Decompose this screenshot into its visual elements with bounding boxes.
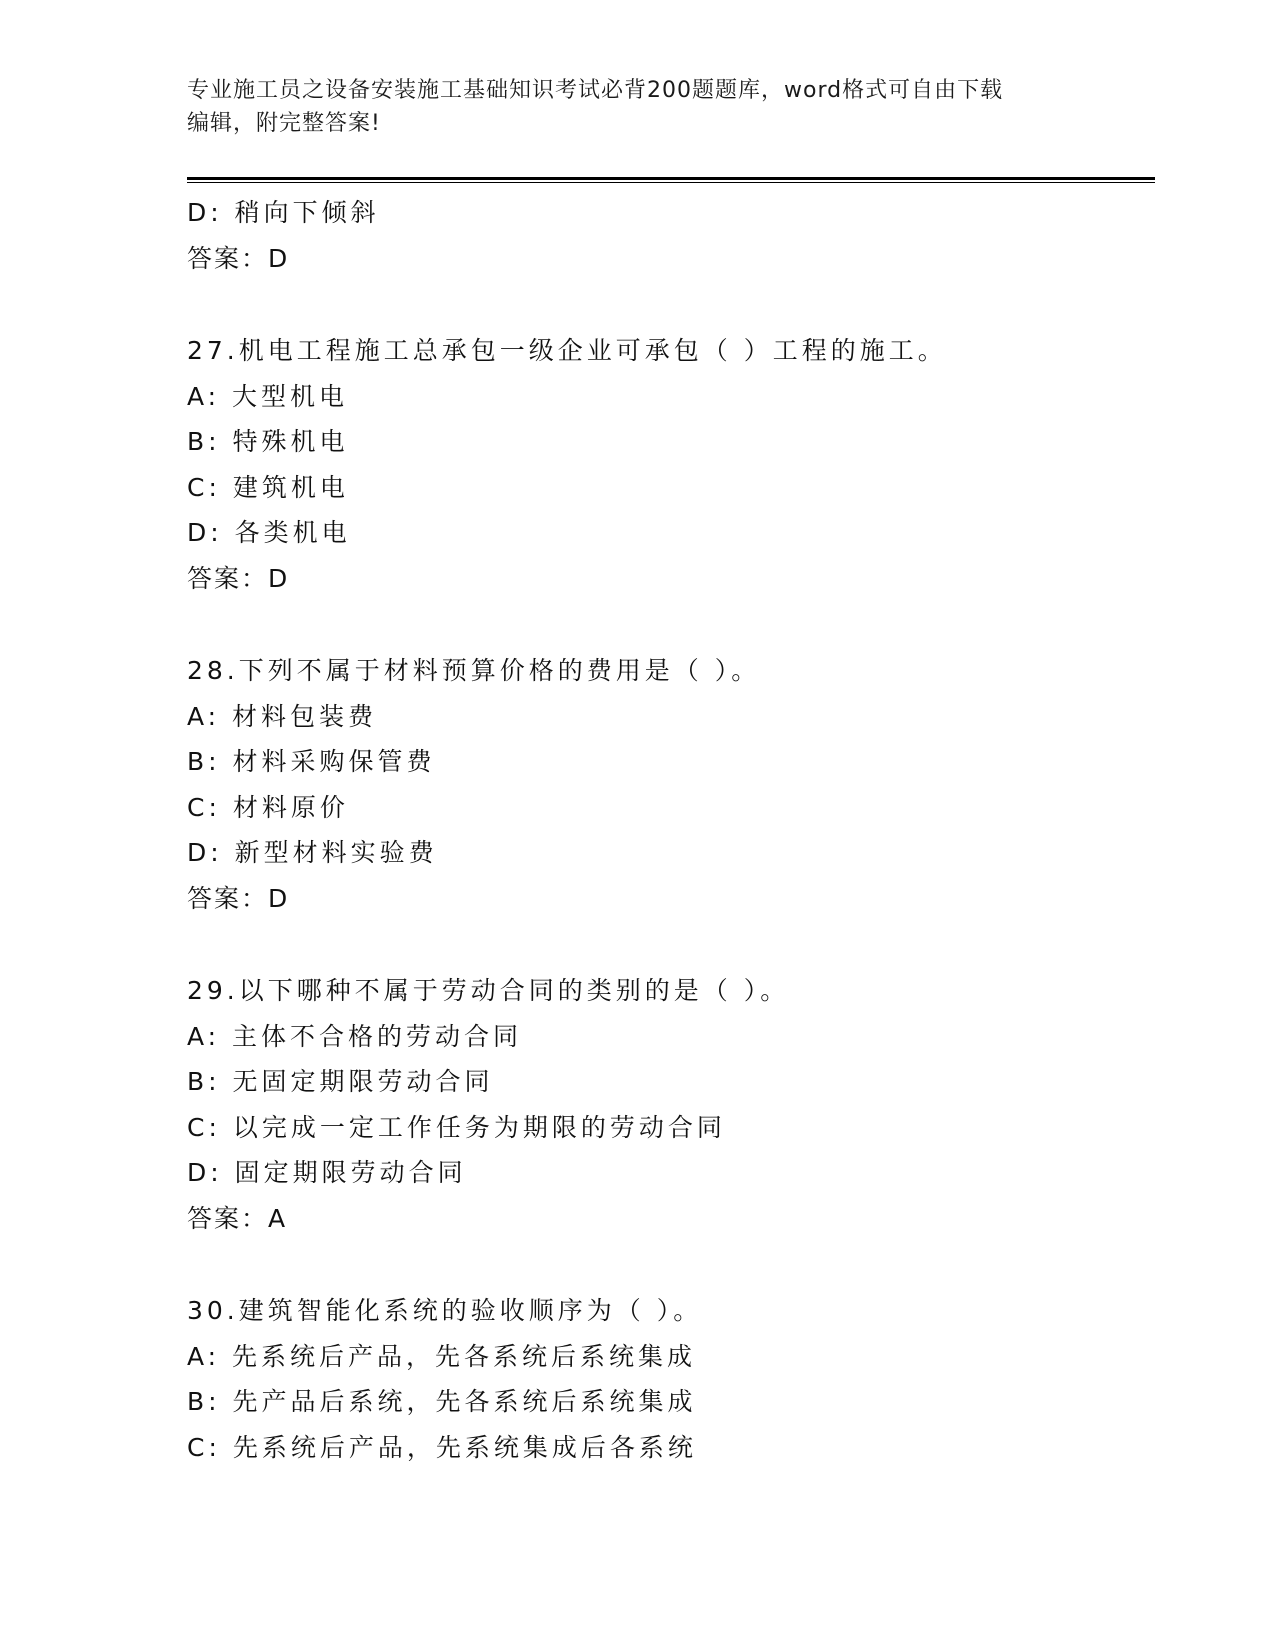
document-header (187, 74, 1067, 140)
answer-line: 答案：D (187, 243, 290, 273)
question-30 (187, 1288, 1155, 1470)
question-stem: 29.以下哪种不属于劳动合同的类别的是（ ）。 (187, 976, 790, 1005)
question-stem: 28.下列不属于材料预算价格的费用是（ ）。 (187, 656, 761, 685)
option-a: A: 主体不合格的劳动合同 (187, 1021, 523, 1051)
question-28 (187, 648, 1155, 921)
option-a: A: 先系统后产品，先各系统后系统集成 (187, 1341, 697, 1371)
answer-line: 答案：D (187, 883, 290, 913)
answer-line: 答案：A (187, 1203, 288, 1233)
option-d: D: 各类机电 (187, 518, 351, 547)
option-b: B: 材料采购保管费 (187, 747, 436, 776)
option-b: B: 无固定期限劳动合同 (187, 1067, 494, 1096)
spacer (187, 921, 1155, 968)
spacer (187, 601, 1155, 648)
option-c: C: 以完成一定工作任务为期限的劳动合同 (187, 1112, 726, 1142)
option-a: A: 材料包装费 (187, 701, 378, 731)
previous-question-tail (187, 190, 1155, 281)
option-d: D: 固定期限劳动合同 (187, 1158, 467, 1187)
spacer (187, 281, 1155, 328)
option-b: B: 特殊机电 (187, 427, 349, 456)
answer-line: 答案：D (187, 563, 290, 593)
option-d: D: 新型材料实验费 (187, 838, 438, 867)
header-title-line1: 专业施工员之设备安装施工基础知识考试必背200题题库，word格式可自由下载 (187, 78, 1004, 103)
header-divider-thick (187, 177, 1155, 180)
question-29 (187, 968, 1155, 1241)
option-c: C: 建筑机电 (187, 472, 349, 502)
question-27 (187, 328, 1155, 601)
option-b: B: 先产品后系统，先各系统后系统集成 (187, 1387, 697, 1416)
option-a: A: 大型机电 (187, 381, 349, 411)
header-divider-thin (187, 182, 1155, 183)
header-title-line2: 编辑，附完整答案! (187, 111, 381, 136)
question-list (187, 190, 1155, 1470)
option-d: D: 稍向下倾斜 (187, 198, 380, 227)
question-stem: 27.机电工程施工总承包一级企业可承包（ ）工程的施工。 (187, 336, 947, 365)
question-stem: 30.建筑智能化系统的验收顺序为（ ）。 (187, 1296, 703, 1325)
spacer (187, 1241, 1155, 1288)
option-c: C: 先系统后产品，先系统集成后各系统 (187, 1432, 697, 1462)
option-c: C: 材料原价 (187, 792, 349, 822)
